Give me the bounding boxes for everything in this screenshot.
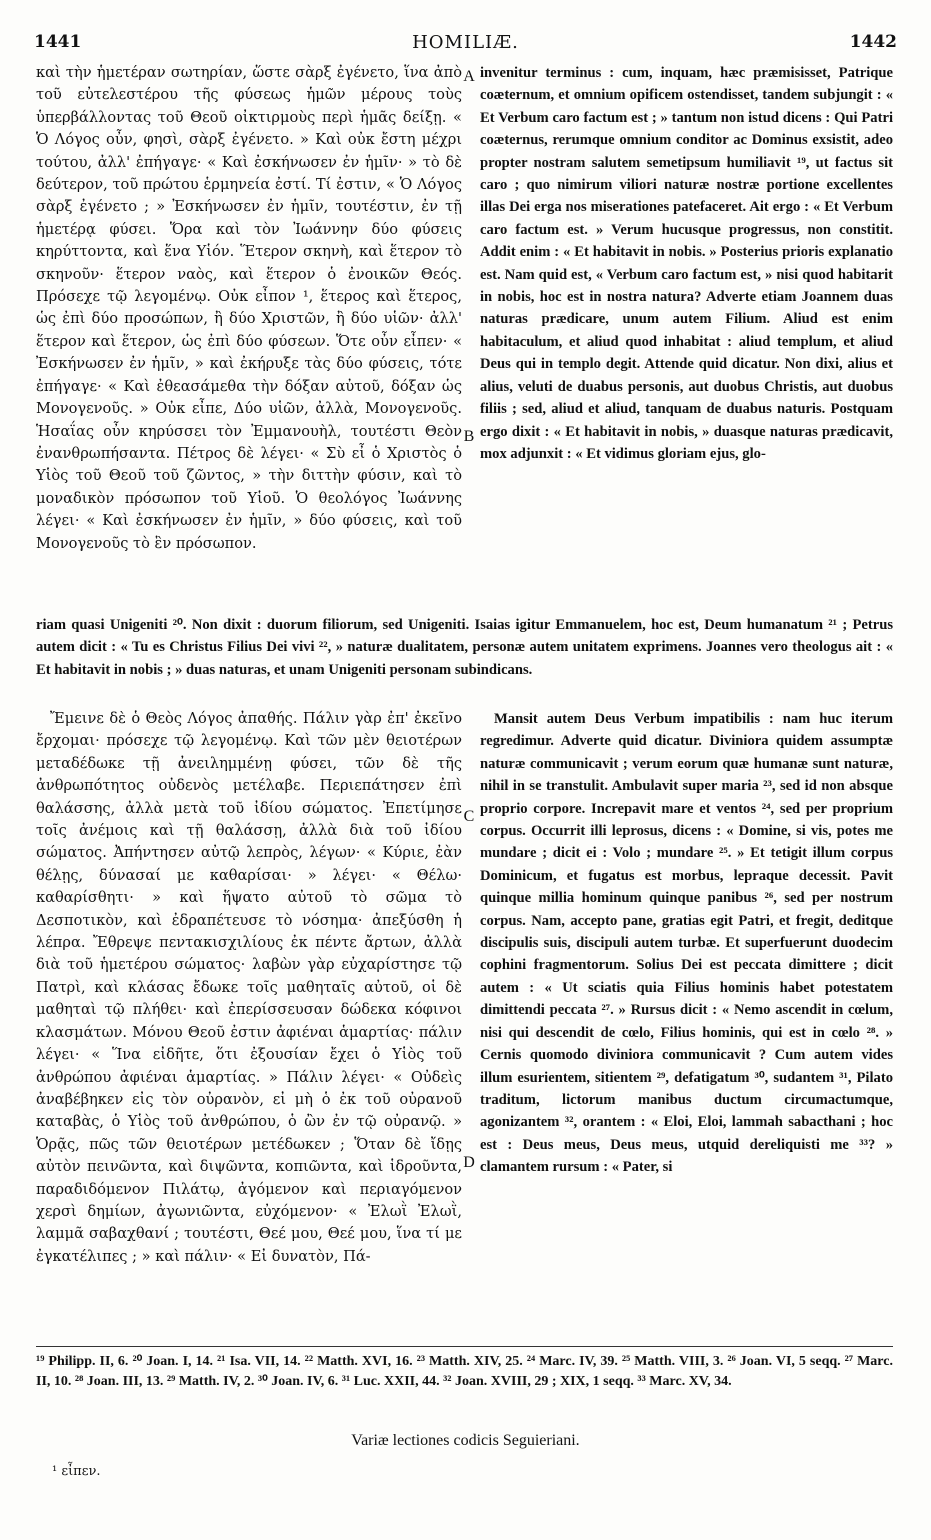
footnote-rule (36, 1346, 893, 1347)
section-marker-d: D (463, 1154, 475, 1171)
greek-column-top (36, 62, 462, 555)
section-marker-c: C (463, 808, 475, 825)
variant-readings-title: Variæ lectiones codicis Seguieriani. (351, 1432, 580, 1449)
latin-column-bottom (480, 708, 893, 1179)
greek-paragraph-2: Ἔμεινε δὲ ὁ Θεὸς Λόγος ἀπαθής. Πάλιν γὰρ ἐπ' ἐκεῖνο ἔρχομαι· πρόσεχε τῷ λεγομένῳ. Καὶ τῶν μὲν θειοτέρων μεταδέδωκε τῇ ἀνειλημμένῃ φύσει, τῶν δὲ τῆς ἀνθρωπότητος οὐδενὸς μετέλαβε. Περιεπάτησεν ἐπὶ θαλάσσης, ἀλλὰ μετὰ τοῦ ἰδίου σώματος. Ἐπετίμησε τοῖς ἀνέμοις καὶ τῇ θαλάσσῃ, ἀλλὰ διὰ τοῦ ἰδίου σώματος. Ἀπήντησεν αὐτῷ λεπρὸς, λέγων· « Κύριε, ἐὰν θέλῃς, δύνασαί με καθαρίσαι· » λέγει· « Θέλω· καθαρίσθητι· » καὶ ἥψατο αὐτοῦ τὸ σῶμα τὸ Δεσποτικὸν, καὶ ἐδραπέτευσε τὸ νόσημα· ἀπεξύσθη ἡ λέπρα. Ἔθρεψε πεντακισχιλίους ἐκ πέντε ἄρτων, ἀλλὰ διὰ τοῦ ἡμετέρου σώματος· λαβὼν γὰρ εὐχαρίστησε τῷ Πατρὶ, καὶ κλάσας ἔδωκε τοῖς μαθηταῖς αὐτοῦ, οἱ δὲ μαθηταὶ τῷ πλήθει· καὶ ἐπερίσσευσαν δώδεκα κόφινοι κλασμάτων. Μόνου Θεοῦ ἐστιν ἀφιέναι ἁμαρτίας· πάλιν λέγει· « Ἵνα εἰδῆτε, ὅτι ἐξουσίαν ἔχει ὁ Υἱὸς τοῦ ἀνθρώπου ἀφιέναι ἁμαρτίας. » Πάλιν λέγει· « Οὐδεὶς ἀναβέβηκεν εἰς τὸν οὐρανὸν, εἰ μὴ ὁ ἐκ τοῦ οὐρανοῦ καταβὰς, ὁ Υἱὸς τοῦ ἀνθρώπου, ὁ ὢν ἐν τῷ οὐρανῷ. » Ὁρᾷς, πῶς τῶν θειοτέρων μετέδωκεν ; Ὅταν δὲ ἴδῃς αὐτὸν πεινῶντα, καὶ διψῶντα, κοπιῶντα, καὶ ἱδροῦντα, παραδιδόμενον Πιλάτῳ, ἀγόμενον καὶ περιαγόμενον χερσὶ δημίων, ἀγωνιῶντα, εὐχόμενον· « Ἐλωῒ Ἐλωῒ, λαμμᾶ σαβαχθανί ; τουτέστι, Θεέ μου, Θεέ μου, ἵνα τί με ἐγκατέλιπες ; » καὶ πάλιν· « Εἰ δυνατὸν, Πά- (36, 710, 462, 1265)
column-number-right: 1442 (849, 32, 897, 52)
greek-paragraph-1: καὶ τὴν ἡμετέραν σωτηρίαν, ὥστε σὰρξ ἐγένετο, ἵνα ἀπὸ τοῦ εὐτελεστέρου τῆς φύσεως ἡμῶν μέρους τοὺς ὑπερβάλλοντας τοῦ Θεοῦ οἰκτιρμοὺς περὶ ἡμᾶς δείξῃ. « Ὁ Λόγος οὖν, φησὶ, σὰρξ ἐγένετο. » Καὶ οὐκ ἔστη μέχρι τούτου, ἀλλ' ἐπήγαγε· « Καὶ ἐσκήνωσεν ἐν ἡμῖν· » τὸ δὲ δεύτερον, τοῦ πρώτου ἑρμηνεία ἐστί. Τί ἐστιν, « Ὁ Λόγος σὰρξ ἐγένετο ; » Ἐσκήνωσεν ἐν ἡμῖν, τουτέστιν, ἐν τῇ ἡμετέρᾳ φύσει. Ὅρα καὶ τὸν Ἰωάννην δύο φύσεις κηρύττοντα, καὶ ἕνα Υἱόν. Ἕτερον σκηνὴ, καὶ ἕτερον τὸ σκηνοῦν· ἕτερον ναὸς, καὶ ἕτερον ὁ ἐνοικῶν Θεός. Πρόσεχε τῷ λεγομένῳ. Οὐκ εἶπον ¹, ἕτερος καὶ ἕτερος, ὡς ἐπὶ δύο προσώπων, ἢ δύο Χριστῶν, ἢ δύο υἱῶν· ἀλλ' ἕτερον καὶ ἕτερον, ὡς ἐπὶ δύο φύσεων. Ὅτε οὖν εἶπεν· « Ἐσκήνωσεν ἐν ἡμῖν, » καὶ ἐκήρυξε τὰς δύο φύσεις, τότε ἐπήγαγε· « Καὶ ἐθεασάμεθα τὴν δόξαν αὐτοῦ, δόξαν ὡς Μονογενοῦς. » Οὐκ εἶπε, Δύο υἱῶν, ἀλλὰ, Μονογενοῦς. Ἡσαΐας οὖν κηρύσσει τὸν Ἐμμανουὴλ, τουτέστι Θεὸν ἐνανθρωπήσαντα. Πέτρος δὲ λέγει· « Σὺ εἶ ὁ Χριστὸς ὁ Υἱὸς τοῦ Θεοῦ τοῦ ζῶντος, » τὴν διττὴν φύσιν, καὶ τὸ μοναδικὸν πρόσωπον τοῦ Υἱοῦ. Ὁ θεολόγος Ἰωάννης λέγει· « Καὶ ἐσκήνωσεν ἐν ἡμῖν, » δύο φύσεις, καὶ τοῦ Μονογενοῦς τὸ ἓν πρόσωπον. (36, 64, 462, 552)
column-number-left: 1441 (34, 32, 82, 52)
section-marker-a: A (463, 68, 475, 85)
latin-column-top (480, 62, 893, 465)
running-title: HOMILIÆ. (412, 32, 519, 53)
latin-spanning-paragraph: riam quasi Unigeniti ²⁰. Non dixit : duorum filiorum, sed Unigeniti. Isaias igitur Emmanuelem, hoc est, Deum humanatum ²¹ ; Petrus autem dicit : « Tu es Christus Filius Dei vivi ²², » naturæ dualitatem, personæ autem unitatem exprimens. Joannes vero theologus ait : « Et habitavit in nobis ; » duas naturas, et unam Unigeniti personam subindicans. (36, 617, 893, 678)
variant-reading-note: ¹ εἶπεν. (52, 1464, 101, 1479)
latin-paragraph-1: invenitur terminus : cum, inquam, hæc præmisisset, Patrique coæternum, et omnium opificem ostendisset, tandem subjungit : « Et Verbum caro factum est ; » tantum non istud dicens : Qui Patri coæternus, rerumque omnium conditor ac Dominus exsistit, adeo propter nostram salutem semetipsum humiliavit ¹⁹, ut factus sit caro ; quo nimirum viliori naturæ nostræ portione excellentes illas Dei erga nos miserationes patefaceret. Ait ergo : « Et Verbum caro factum est. » Verum hucusque progressus, non constitit. Addit enim : « Et habitavit in nobis. » Posterius prioris explanatio est. Nam quid est, « Verbum caro factum est, » nisi quod habitarit in nobis, hoc est in nostra natura? Adverte etiam Joannem duas naturas prædicare, unum autem Filium. Aliud est enim habitaculum, et aliud quod inhabitat : aliud templum, et aliud Deus qui in templo degit. Attende quid dicatur. Non dixi, alius et alius, veluti de duabus personis, aut duobus Christis, aut duobus filiis ; sed, aliud et aliud, tanquam de duabus naturis. Postquam ergo dixit : « Et habitavit in nobis, » duasque naturas prædicavit, mox adjunxit : « Et vidimus gloriam ejus, glo- (480, 65, 893, 462)
greek-column-bottom (36, 708, 462, 1268)
latin-paragraph-2: Mansit autem Deus Verbum impatibilis : nam huc iterum regredimur. Adverte quid dicatur. Diviniora quidem assumptæ naturæ communicavit ; verum eorum quæ humanæ sunt naturæ, nihil in se transtulit. Ambulavit super maria ²³, sed id non absque proprio corpore. Increpavit mare et ventos ²⁴, sed per proprium corpus. Occurrit illi leprosus, dicens : « Domine, si vis, potes me mundare ; dicit ei : Volo ; mundare ²⁵. » Et tetigit illum corpus Dominicum, et fugatus est morbus, lepraque decessit. Pavit quinque millia hominum quinque panibus ²⁶, sed per nostrum corpus. Nam, accepto pane, gratias egit Patri, et fregit, deditque discipulis suis, discipuli autem turbæ. Et superfuerunt duodecim cophini fragmentorum. Solius Dei est peccata dimittere ; dicit autem : « Ut sciatis quia Filius hominis habet potestatem dimittendi peccata ²⁷. » Rursus dicit : « Nemo ascendit in cœlum, nisi qui descendit de cœlo, Filius hominis, qui est in cœlo ²⁸. » Cernis quomodo diviniora communicavit ? Cum autem vides illum esurientem, sitientem ²⁹, defatigatum ³⁰, sudantem ³¹, Pilato traditum, lictorum manibus ductum circumactumque, agonizantem ³², orantem : « Eloi, Eloi, lammah sabacthani ; hoc est : Deus meus, Deus meus, utquid dereliquisti me ³³? » clamantem rursum : « Pater, si (480, 711, 893, 1176)
section-marker-b: B (463, 428, 475, 445)
footnotes: ¹⁹ Philipp. II, 6. ²⁰ Joan. I, 14. ²¹ Isa. VII, 14. ²² Matth. XVI, 16. ²³ Matth. XIV, 25. ²⁴ Marc. IV, 39. ²⁵ Matth. VIII, 3. ²⁶ Joan. VI, 5 seqq. ²⁷ Marc. II, 10. ²⁸ Joan. III, 13. ²⁹ Matth. IV, 2. ³⁰ Joan. IV, 6. ³¹ Luc. XXII, 44. ³² Joan. XVIII, 29 ; XIX, 1 seqq. ³³ Marc. XV, 34. (36, 1354, 893, 1389)
page-header (34, 32, 897, 60)
